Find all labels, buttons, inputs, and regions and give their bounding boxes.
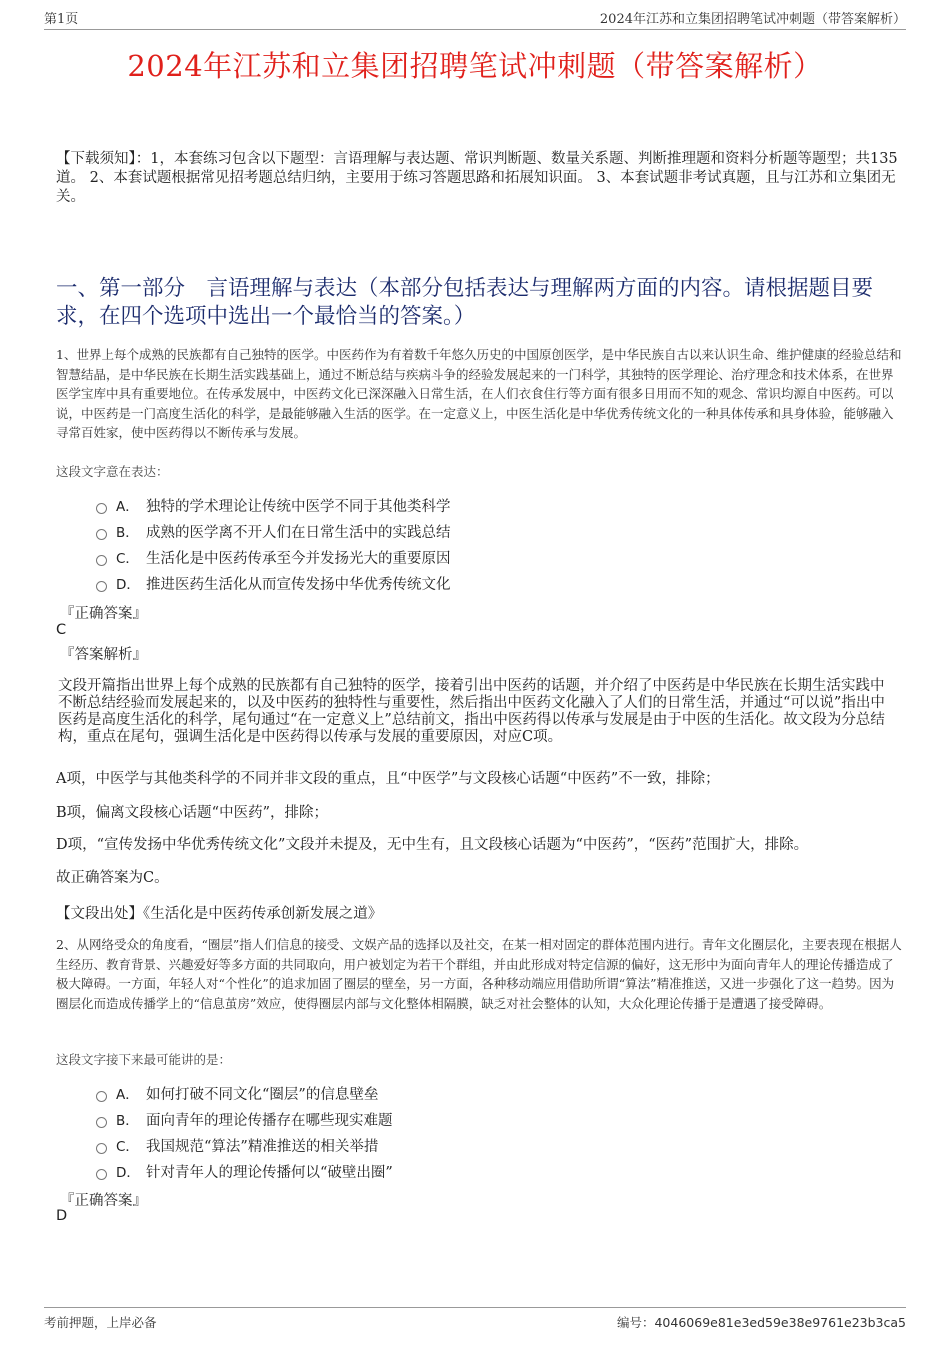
code-value: 4046069e81e3ed59e38e9761e23b3ca5 (654, 1315, 906, 1330)
question-2-option-b[interactable] (96, 1109, 393, 1129)
radio-button-icon[interactable] (96, 1143, 107, 1154)
footer-slogan: 考前押题，上岸必备 (44, 1315, 157, 1330)
question-2-prompt: 这段文字接下来最可能讲的是： (56, 1052, 232, 1067)
question-1-prompt: 这段文字意在表达： (56, 464, 169, 479)
header-divider (44, 29, 906, 30)
analysis-option-d: D项，“宣传发扬中华优秀传统文化”文段并未提及，无中生有，且文段核心话题为“中医药”，“医药”范围扩大，排除。 (56, 837, 809, 853)
question-1-option-a[interactable] (96, 495, 451, 515)
option-letter: D． (116, 1165, 140, 1181)
option-letter: C． (116, 1139, 139, 1155)
document-code (617, 1313, 906, 1331)
radio-button-icon[interactable] (96, 555, 107, 566)
source-citation: 【文段出处】《生活化是中医药传承创新发展之道》 (56, 906, 383, 922)
section-heading: 一、第一部分 言语理解与表达（本部分包括表达与理解两方面的内容。请根据题目要求，在四个选项中选出一个最恰当的答案。） (56, 276, 874, 329)
footer-divider (44, 1307, 906, 1308)
document-title: 2024年江苏和立集团招聘笔试冲刺题（带答案解析） (127, 49, 823, 83)
option-letter: C． (116, 551, 139, 567)
option-letter: D． (116, 577, 140, 593)
question-2-option-c[interactable] (96, 1135, 378, 1155)
option-text: 生活化是中医药传承至今并发扬光大的重要原因 (146, 550, 451, 567)
option-letter: B． (116, 525, 139, 541)
question-2-option-a[interactable] (96, 1083, 378, 1103)
question-2-option-d[interactable] (96, 1161, 393, 1181)
option-text: 独特的学术理论让传统中医学不同于其他类科学 (146, 498, 451, 515)
option-text: 针对青年人的理论传播何以“破壁出圈” (146, 1164, 393, 1181)
page-number: 第1页 (44, 12, 79, 27)
option-text: 成熟的医学离不开人们在日常生活中的实践总结 (146, 524, 451, 541)
option-text: 如何打破不同文化“圈层”的信息壁垒 (146, 1086, 379, 1103)
question-1-text: 1、世界上每个成熟的民族都有自己独特的医学。中医药作为有着数千年悠久历史的中国原创医学，是中华民族自古以来认识生命、维护健康的经验总结和智慧结晶，是中华民族在长期生活实践基础上，通过不断总结与疾病斗争的经验发展起来的一门科学，其独特的医学理论、治疗理念和技术体系，在世界医学宝库中具有重要地位。在传承发展中，中医药文化已深深融入日常生活，在人们衣食住行等方面有很多日用而不知的观念、常识均源自中医药。可以说，中医药是一门高度生活化的科学，是最能够融入生活的医学。在一定意义上，中医生活化是中华优秀传统文化的一种具体传承和具身体验，能够融入寻常百姓家，使中医药得以不断传承与发展。 (56, 347, 902, 440)
radio-button-icon[interactable] (96, 1091, 107, 1102)
option-text: 面向青年的理论传播存在哪些现实难题 (146, 1112, 393, 1129)
question-2-text: 2、从网络受众的角度看，“圈层”指人们信息的接受、文娱产品的选择以及社交，在某一相对固定的群体范围内进行。青年文化圈层化，主要表现在根据人生经历、教育背景、兴趣爱好等多方面的共同取向，用户被划定为若干个群组，并由此形成对特定信源的偏好，这无形中为面向青年人的理论传播造成了极大障碍。一方面，年轻人对“个性化”的追求加固了圈层的壁垒，另一方面，各种移动端应用借助所谓“算法”精准推送，又进一步强化了这一趋势。因为圈层化而造成传播学上的“信息茧房”效应，使得圈层内部与文化整体相隔膜，缺乏对社会整体的认知，大众化理论传播于是遭遇了接受障碍。 (56, 937, 902, 1011)
question-1-answer: C (56, 622, 67, 638)
analysis-conclusion: 故正确答案为C。 (56, 870, 169, 886)
correct-answer-label: 『正确答案』 (60, 606, 147, 622)
download-notice: 【下载须知】：1，本套练习包含以下题型：言语理解与表达题、常识判断题、数量关系题、判断推理题和资料分析题等题型；共135道。 2、本套试题根据常见招考题总结归纳，主要用于练习答题思路和拓展知识面。 3、本套试题非考试真题，且与江苏和立集团无关。 (56, 151, 898, 205)
question-1-option-b[interactable] (96, 521, 451, 541)
option-text: 我国规范“算法”精准推送的相关举措 (146, 1138, 379, 1155)
question-1-option-d[interactable] (96, 573, 451, 593)
running-title: 2024年江苏和立集团招聘笔试冲刺题（带答案解析） (599, 12, 906, 27)
radio-button-icon[interactable] (96, 1169, 107, 1180)
analysis-option-b: B项，偏离文段核心话题“中医药”，排除； (56, 805, 328, 821)
analysis-option-a: A项，中医学与其他类科学的不同并非文段的重点，且“中医学”与文段核心话题“中医药”不一致，排除； (56, 771, 720, 787)
radio-button-icon[interactable] (96, 503, 107, 514)
code-label: 编号： (616, 1315, 655, 1330)
radio-button-icon[interactable] (96, 1117, 107, 1128)
option-letter: B． (116, 1113, 139, 1129)
radio-button-icon[interactable] (96, 581, 107, 592)
analysis-paragraph: 文段开篇指出世界上每个成熟的民族都有自己独特的医学，接着引出中医药的话题，并介绍了中医药是中华民族在长期生活实践中不断总结经验而发展起来的，以及中医药的独特性与重要性，然后指出中医药文化融入了人们的日常生活，并通过“可以说”指出中医药是高度生活化的科学，尾句通过“在一定意义上”总结前文，指出中医药得以传承与发展是由于中医的生活化。故文段为分总结构，重点在尾句，强调生活化是中医药得以传承与发展的重要原因，对应C项。 (58, 678, 885, 745)
answer-analysis-label: 『答案解析』 (60, 647, 147, 663)
option-letter: A． (116, 499, 139, 515)
correct-answer-label: 『正确答案』 (60, 1193, 147, 1209)
radio-button-icon[interactable] (96, 529, 107, 540)
option-text: 推进医药生活化从而宣传发扬中华优秀传统文化 (146, 576, 451, 593)
question-1-option-c[interactable] (96, 547, 451, 567)
question-2-answer: D (56, 1208, 68, 1224)
option-letter: A． (116, 1087, 139, 1103)
